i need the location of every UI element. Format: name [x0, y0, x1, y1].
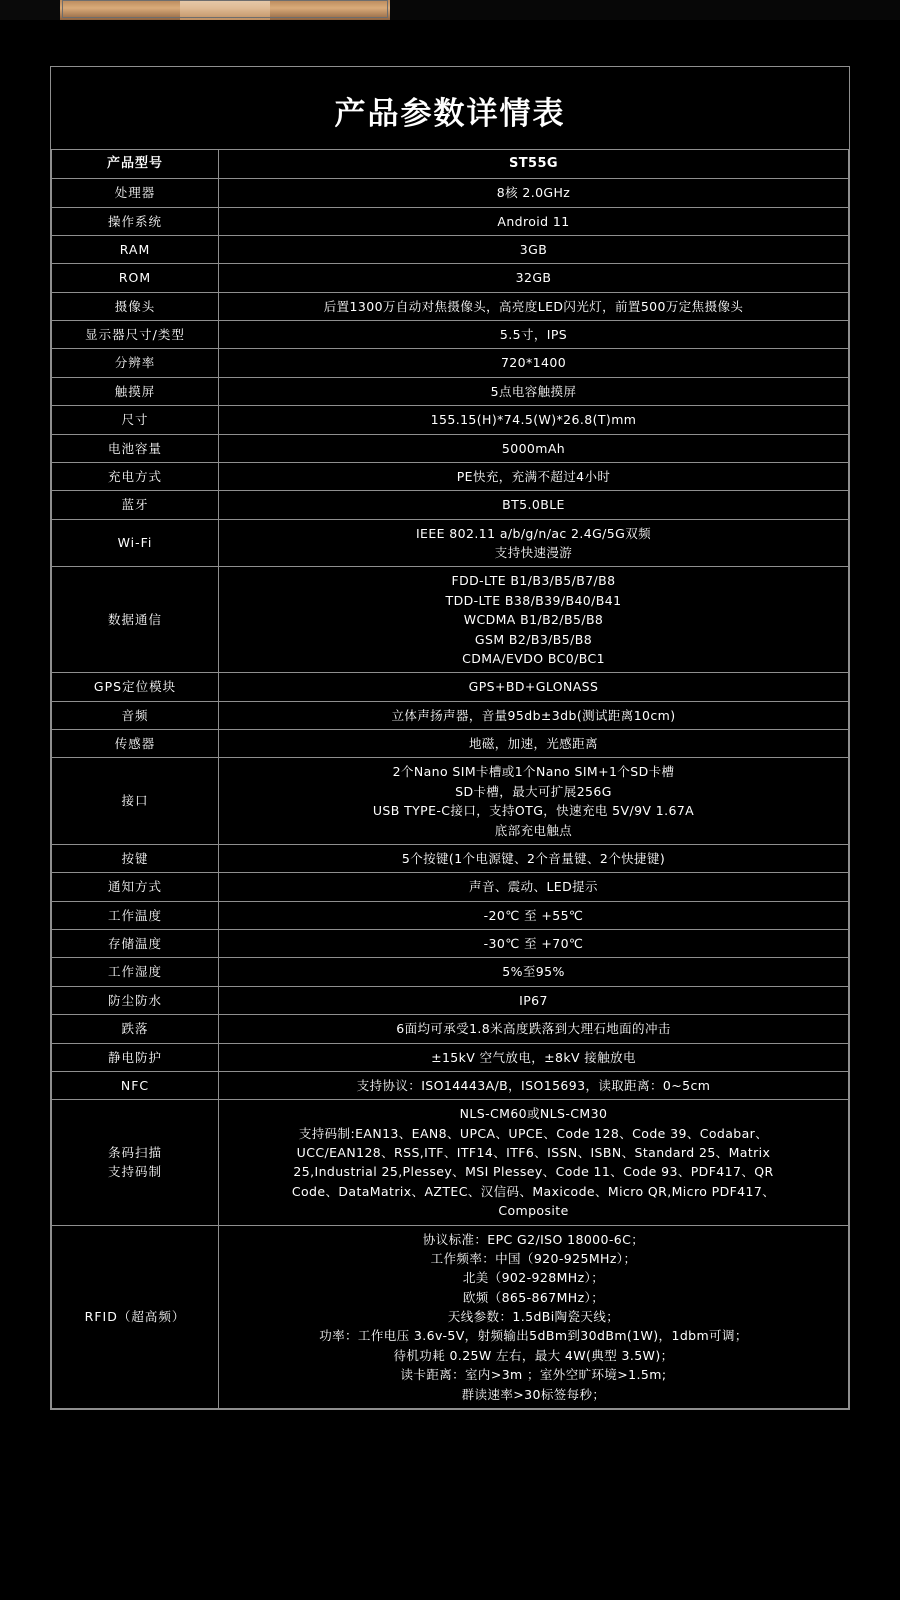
spec-key	[52, 701, 219, 729]
table-row	[52, 567, 849, 673]
spec-key	[52, 349, 219, 377]
spec-value	[219, 264, 849, 292]
spec-key	[52, 434, 219, 462]
spec-value	[219, 986, 849, 1014]
spec-value-line: 待机功耗 0.25W 左右，最大 4W(典型 3.5W)；	[393, 1347, 674, 1363]
spec-key-line: 传感器	[114, 736, 156, 752]
spec-key	[52, 673, 219, 701]
spec-value-line: 720*1400	[500, 355, 567, 371]
spec-key	[52, 1225, 219, 1408]
spec-value-line: 5000mAh	[501, 440, 566, 456]
spec-key-line: 电池容量	[107, 440, 162, 456]
top-image-strip	[0, 0, 900, 20]
spec-value-line: 5.5寸，IPS	[499, 327, 568, 343]
table-row	[52, 1225, 849, 1408]
spec-value-line: GPS+BD+GLONASS	[468, 679, 599, 695]
spec-key	[52, 179, 219, 207]
spec-key-line: 尺寸	[121, 412, 149, 428]
strip-photo-frame	[62, 0, 388, 18]
spec-value-line: 2个Nano SIM卡槽或1个Nano SIM+1个SD卡槽	[392, 764, 675, 780]
table-row	[52, 235, 849, 263]
spec-key-line: 触摸屏	[114, 383, 156, 399]
spec-value	[219, 730, 849, 758]
spec-value	[219, 1071, 849, 1099]
spec-value-line: 立体声扬声器，音量95db±3db(测试距离10cm)	[391, 707, 676, 723]
spec-table-container	[50, 66, 850, 1410]
spec-key	[52, 1071, 219, 1099]
spec-key	[52, 235, 219, 263]
spec-value-line: 25,Industrial 25,Plessey、MSI Plessey、Code 11、Code 93、PDF417、QR	[293, 1164, 774, 1180]
spec-value-line: 支持快速漫游	[494, 545, 573, 561]
spec-value-line: 群读速率>30标签每秒；	[461, 1386, 606, 1402]
spec-value-line: SD卡槽，最大可扩展256G	[455, 783, 612, 799]
table-row	[52, 377, 849, 405]
spec-value-line: FDD-LTE B1/B3/B5/B7/B8	[451, 573, 616, 589]
spec-key-line: 分辨率	[114, 355, 156, 371]
spec-value-line: TDD-LTE B38/B39/B40/B41	[445, 592, 622, 608]
spec-key	[52, 519, 219, 567]
table-row	[52, 349, 849, 377]
table-row	[52, 758, 849, 845]
spec-key-line: 工作温度	[107, 907, 162, 923]
spec-key	[52, 377, 219, 405]
spec-value	[219, 844, 849, 872]
table-row	[52, 673, 849, 701]
spec-value	[219, 377, 849, 405]
spec-table-body	[52, 150, 849, 1409]
spec-key	[52, 901, 219, 929]
strip-right-fill	[390, 0, 900, 20]
table-row	[52, 321, 849, 349]
spec-value-line: BT5.0BLE	[502, 497, 565, 513]
spec-key	[52, 730, 219, 758]
spec-value	[219, 349, 849, 377]
spec-value-line: 6面均可承受1.8米高度跌落到大理石地面的冲击	[396, 1021, 671, 1037]
spec-key	[52, 758, 219, 845]
spec-value	[219, 207, 849, 235]
model-value: ST55G	[219, 150, 849, 179]
spec-value	[219, 406, 849, 434]
spec-value	[219, 519, 849, 567]
spec-value	[219, 235, 849, 263]
table-row	[52, 1100, 849, 1225]
spec-value-line: 支持码制:EAN13、EAN8、UPCA、UPCE、Code 128、Code 39、Codabar、	[298, 1125, 769, 1141]
spec-value-line: NLS-CM60或NLS-CM30	[459, 1106, 608, 1122]
table-row	[52, 844, 849, 872]
spec-value	[219, 1100, 849, 1225]
spec-value-line: 天线参数：1.5dBi陶瓷天线；	[447, 1309, 620, 1325]
spec-value-line: ±15kV 空气放电，±8kV 接触放电	[431, 1049, 636, 1065]
spec-key-line: 充电方式	[107, 468, 162, 484]
spec-value-line: 后置1300万自动对焦摄像头，高亮度LED闪光灯，前置500万定焦摄像头	[323, 298, 744, 314]
spec-key-line: RAM	[119, 241, 151, 257]
spec-key-line: 音频	[121, 707, 149, 723]
spec-value-line: Android 11	[497, 213, 570, 229]
table-row	[52, 207, 849, 235]
table-row	[52, 873, 849, 901]
spec-key	[52, 406, 219, 434]
spec-key-line: 按键	[121, 850, 149, 866]
spec-key	[52, 264, 219, 292]
spec-value-line: 声音、震动、LED提示	[469, 879, 598, 895]
spec-value	[219, 930, 849, 958]
spec-value-line: Composite	[498, 1203, 569, 1219]
spec-key-line: 数据通信	[107, 612, 162, 628]
spec-value-line: 8核 2.0GHz	[496, 185, 571, 201]
table-row	[52, 1015, 849, 1043]
table-row	[52, 491, 849, 519]
spec-value	[219, 321, 849, 349]
spec-key	[52, 462, 219, 490]
table-row	[52, 701, 849, 729]
spec-value-line: GSM B2/B3/B5/B8	[474, 631, 593, 647]
spec-value-line: 欧频（865-867MHz）；	[462, 1289, 605, 1305]
spec-value	[219, 673, 849, 701]
table-row	[52, 434, 849, 462]
spec-key-line: 支持码制	[107, 1164, 162, 1180]
spec-key-line: 接口	[121, 793, 149, 809]
spec-key	[52, 958, 219, 986]
table-row	[52, 462, 849, 490]
spec-key-line: 存储温度	[107, 936, 162, 952]
spec-value-line: 协议标准：EPC G2/ISO 18000-6C；	[422, 1231, 645, 1247]
spec-key-line: RFID（超高频）	[84, 1309, 186, 1325]
spec-key	[52, 844, 219, 872]
spec-key	[52, 930, 219, 958]
spec-value-line: 底部充电触点	[494, 822, 573, 838]
spec-value-line: 北美（902-928MHz）；	[462, 1270, 605, 1286]
spec-key	[52, 1015, 219, 1043]
table-row	[52, 519, 849, 567]
spec-value-line: USB TYPE-C接口，支持OTG，快速充电 5V/9V 1.67A	[372, 803, 695, 819]
spec-key-line: 工作湿度	[107, 964, 162, 980]
spec-key	[52, 292, 219, 320]
spec-key-line: Wi-Fi	[117, 535, 153, 551]
model-label: 产品型号	[52, 150, 219, 179]
spec-value-line: 5%至95%	[502, 964, 565, 980]
spec-key	[52, 567, 219, 673]
spec-value	[219, 567, 849, 673]
spec-value	[219, 292, 849, 320]
spec-key-line: GPS定位模块	[93, 679, 177, 695]
spec-key	[52, 1100, 219, 1225]
spec-value-line: PE快充，充满不超过4小时	[456, 468, 611, 484]
spec-value	[219, 958, 849, 986]
spec-value-line: 地磁，加速，光感距离	[468, 736, 598, 752]
spec-key	[52, 873, 219, 901]
table-row-header	[52, 150, 849, 179]
spec-value-line: 功率：工作电压 3.6v-5V，射频输出5dBm到30dBm(1W)，1dbm可调；	[319, 1328, 748, 1344]
table-row	[52, 958, 849, 986]
spec-value-line: 5个按键(1个电源键、2个音量键、2个快捷键)	[401, 850, 666, 866]
spec-value-line: 5点电容触摸屏	[490, 383, 577, 399]
spec-key	[52, 1043, 219, 1071]
spec-key-line: 通知方式	[107, 879, 162, 895]
spec-value-line: -20℃ 至 +55℃	[483, 907, 584, 923]
spec-value	[219, 901, 849, 929]
spec-value-line: CDMA/EVDO BC0/BC1	[462, 650, 605, 666]
spec-value-line: 读卡距离：室内>3m ；室外空旷环境>1.5m;	[400, 1367, 667, 1383]
spec-key-line: 摄像头	[114, 298, 156, 314]
page-title: 产品参数详情表	[334, 96, 566, 132]
spec-value-line: 32GB	[515, 270, 552, 286]
spec-key-line: 处理器	[114, 185, 156, 201]
spec-value-line: IP67	[519, 992, 548, 1008]
spec-value	[219, 873, 849, 901]
spec-key	[52, 491, 219, 519]
spec-key	[52, 207, 219, 235]
spec-value-line: 155.15(H)*74.5(W)*26.8(T)mm	[430, 412, 637, 428]
table-row	[52, 292, 849, 320]
table-row	[52, 901, 849, 929]
spec-key-line: NFC	[120, 1077, 150, 1093]
spec-value	[219, 491, 849, 519]
spec-value	[219, 701, 849, 729]
spec-value-line: -30℃ 至 +70℃	[483, 936, 584, 952]
spec-value	[219, 1043, 849, 1071]
spec-value-line: Code、DataMatrix、AZTEC、汉信码、Maxicode、Micro QR,Micro PDF417、	[291, 1183, 776, 1199]
spec-table	[51, 149, 849, 1409]
spec-key	[52, 986, 219, 1014]
table-row	[52, 1043, 849, 1071]
spec-value-line: 工作频率：中国（920-925MHz）；	[430, 1250, 637, 1266]
spec-value	[219, 1225, 849, 1408]
spec-value-line: UCC/EAN128、RSS,ITF、ITF14、ITF6、ISSN、ISBN、Standard 25、Matrix	[296, 1145, 771, 1161]
spec-value	[219, 179, 849, 207]
spec-value-line: 3GB	[519, 241, 548, 257]
spec-key-line: 显示器尺寸/类型	[85, 327, 185, 343]
table-row	[52, 264, 849, 292]
spec-value-line: IEEE 802.11 a/b/g/n/ac 2.4G/5G双频	[415, 525, 652, 541]
spec-value	[219, 758, 849, 845]
spec-key-line: 防尘防水	[107, 992, 162, 1008]
table-row	[52, 406, 849, 434]
spec-value-line: WCDMA B1/B2/B5/B8	[463, 612, 604, 628]
strip-left-fill	[0, 0, 60, 20]
spec-key-line: 静电防护	[107, 1049, 162, 1065]
spec-value	[219, 462, 849, 490]
spec-key	[52, 321, 219, 349]
spec-value-line: 支持协议：ISO14443A/B，ISO15693，读取距离：0~5cm	[356, 1077, 711, 1093]
spec-key-line: 条码扫描	[107, 1145, 162, 1161]
table-row	[52, 930, 849, 958]
spec-value	[219, 1015, 849, 1043]
spec-key-line: 操作系统	[107, 213, 162, 229]
spec-key-line: ROM	[118, 270, 152, 286]
table-row	[52, 730, 849, 758]
spec-key-line: 跌落	[121, 1021, 149, 1037]
spec-key-line: 蓝牙	[121, 497, 149, 513]
table-row	[52, 986, 849, 1014]
table-row	[52, 1071, 849, 1099]
spec-value	[219, 434, 849, 462]
table-row	[52, 179, 849, 207]
